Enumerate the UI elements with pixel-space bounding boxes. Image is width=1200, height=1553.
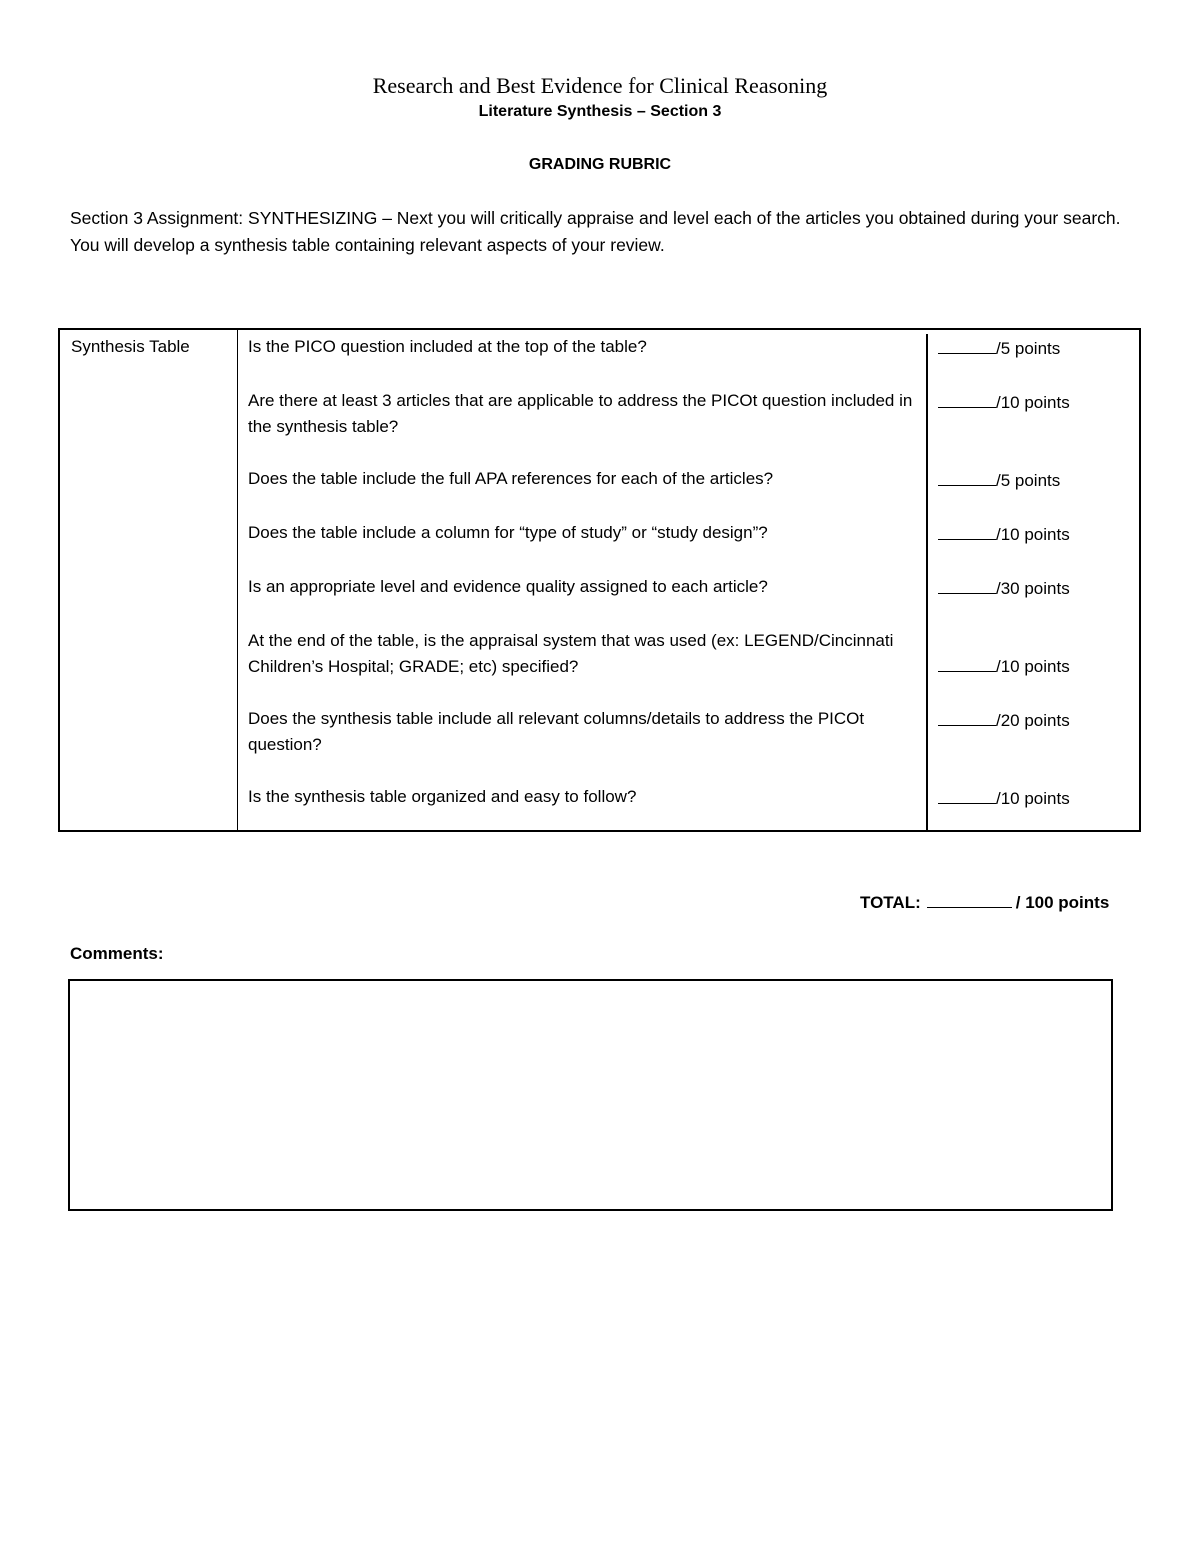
rubric-question: Does the table include the full APA references for each of the articles?: [248, 469, 774, 488]
rubric-points: /10 points: [926, 784, 1139, 812]
rubric-row: [238, 334, 1139, 362]
rubric-points: /10 points: [926, 520, 1139, 548]
score-blank[interactable]: [938, 574, 996, 594]
score-blank[interactable]: [938, 784, 996, 804]
rubric-points: /20 points: [926, 706, 1139, 758]
rubric-question: Does the table include a column for “type of study” or “study design”?: [248, 523, 768, 542]
rubric-row: [238, 466, 1139, 494]
rubric-row: [238, 628, 1139, 680]
rubric-question: Is an appropriate level and evidence quality assigned to each article?: [248, 577, 768, 596]
rubric-points: /10 points: [926, 628, 1139, 680]
score-blank[interactable]: [938, 466, 996, 486]
rubric-heading: GRADING RUBRIC: [528, 156, 672, 173]
score-blank[interactable]: [938, 652, 996, 672]
rubric-question: Does the synthesis table include all relevant columns/details to address the PICOt question?: [248, 709, 865, 754]
assignment-description: Section 3 Assignment: SYNTHESIZING – Next you will critically appraise and level each of the articles you obtained during your search. You will develop a synthesis table containing relevant aspects of your review.: [70, 208, 1121, 255]
rubric-points: /30 points: [926, 574, 1139, 602]
rubric-question: At the end of the table, is the appraisal system that was used (ex: LEGEND/Cincinnati Children’s Hospital; GRADE; etc) specified?: [248, 631, 894, 676]
rubric-row: [238, 520, 1139, 548]
rubric-points: /5 points: [926, 334, 1139, 362]
rubric-row: [238, 706, 1139, 758]
rubric-items: [238, 330, 1139, 830]
document-title: Research and Best Evidence for Clinical Reasoning: [372, 73, 828, 98]
comments-label: Comments:: [70, 944, 164, 963]
total-blank[interactable]: [927, 889, 1012, 908]
document-subtitle: Literature Synthesis – Section 3: [478, 103, 722, 120]
total-label: TOTAL:: [860, 893, 921, 912]
rubric-question: Is the synthesis table organized and easy to follow?: [248, 787, 637, 806]
score-blank[interactable]: [938, 388, 996, 408]
rubric-category: Synthesis Table: [60, 330, 238, 830]
rubric-row: [238, 784, 1139, 812]
rubric-points: /5 points: [926, 466, 1139, 494]
comments-box[interactable]: [68, 979, 1113, 1211]
score-blank[interactable]: [938, 520, 996, 540]
rubric-question: Is the PICO question included at the top of the table?: [248, 337, 647, 356]
rubric-row: [238, 388, 1139, 440]
rubric-question: Are there at least 3 articles that are applicable to address the PICOt question included in the synthesis table?: [248, 391, 913, 436]
total-score: [860, 889, 1109, 915]
rubric-row: [238, 574, 1139, 602]
score-blank[interactable]: [938, 334, 996, 354]
total-suffix: / 100 points: [1015, 893, 1110, 912]
rubric-points: /10 points: [926, 388, 1139, 440]
rubric-table: [58, 328, 1141, 832]
score-blank[interactable]: [938, 706, 996, 726]
